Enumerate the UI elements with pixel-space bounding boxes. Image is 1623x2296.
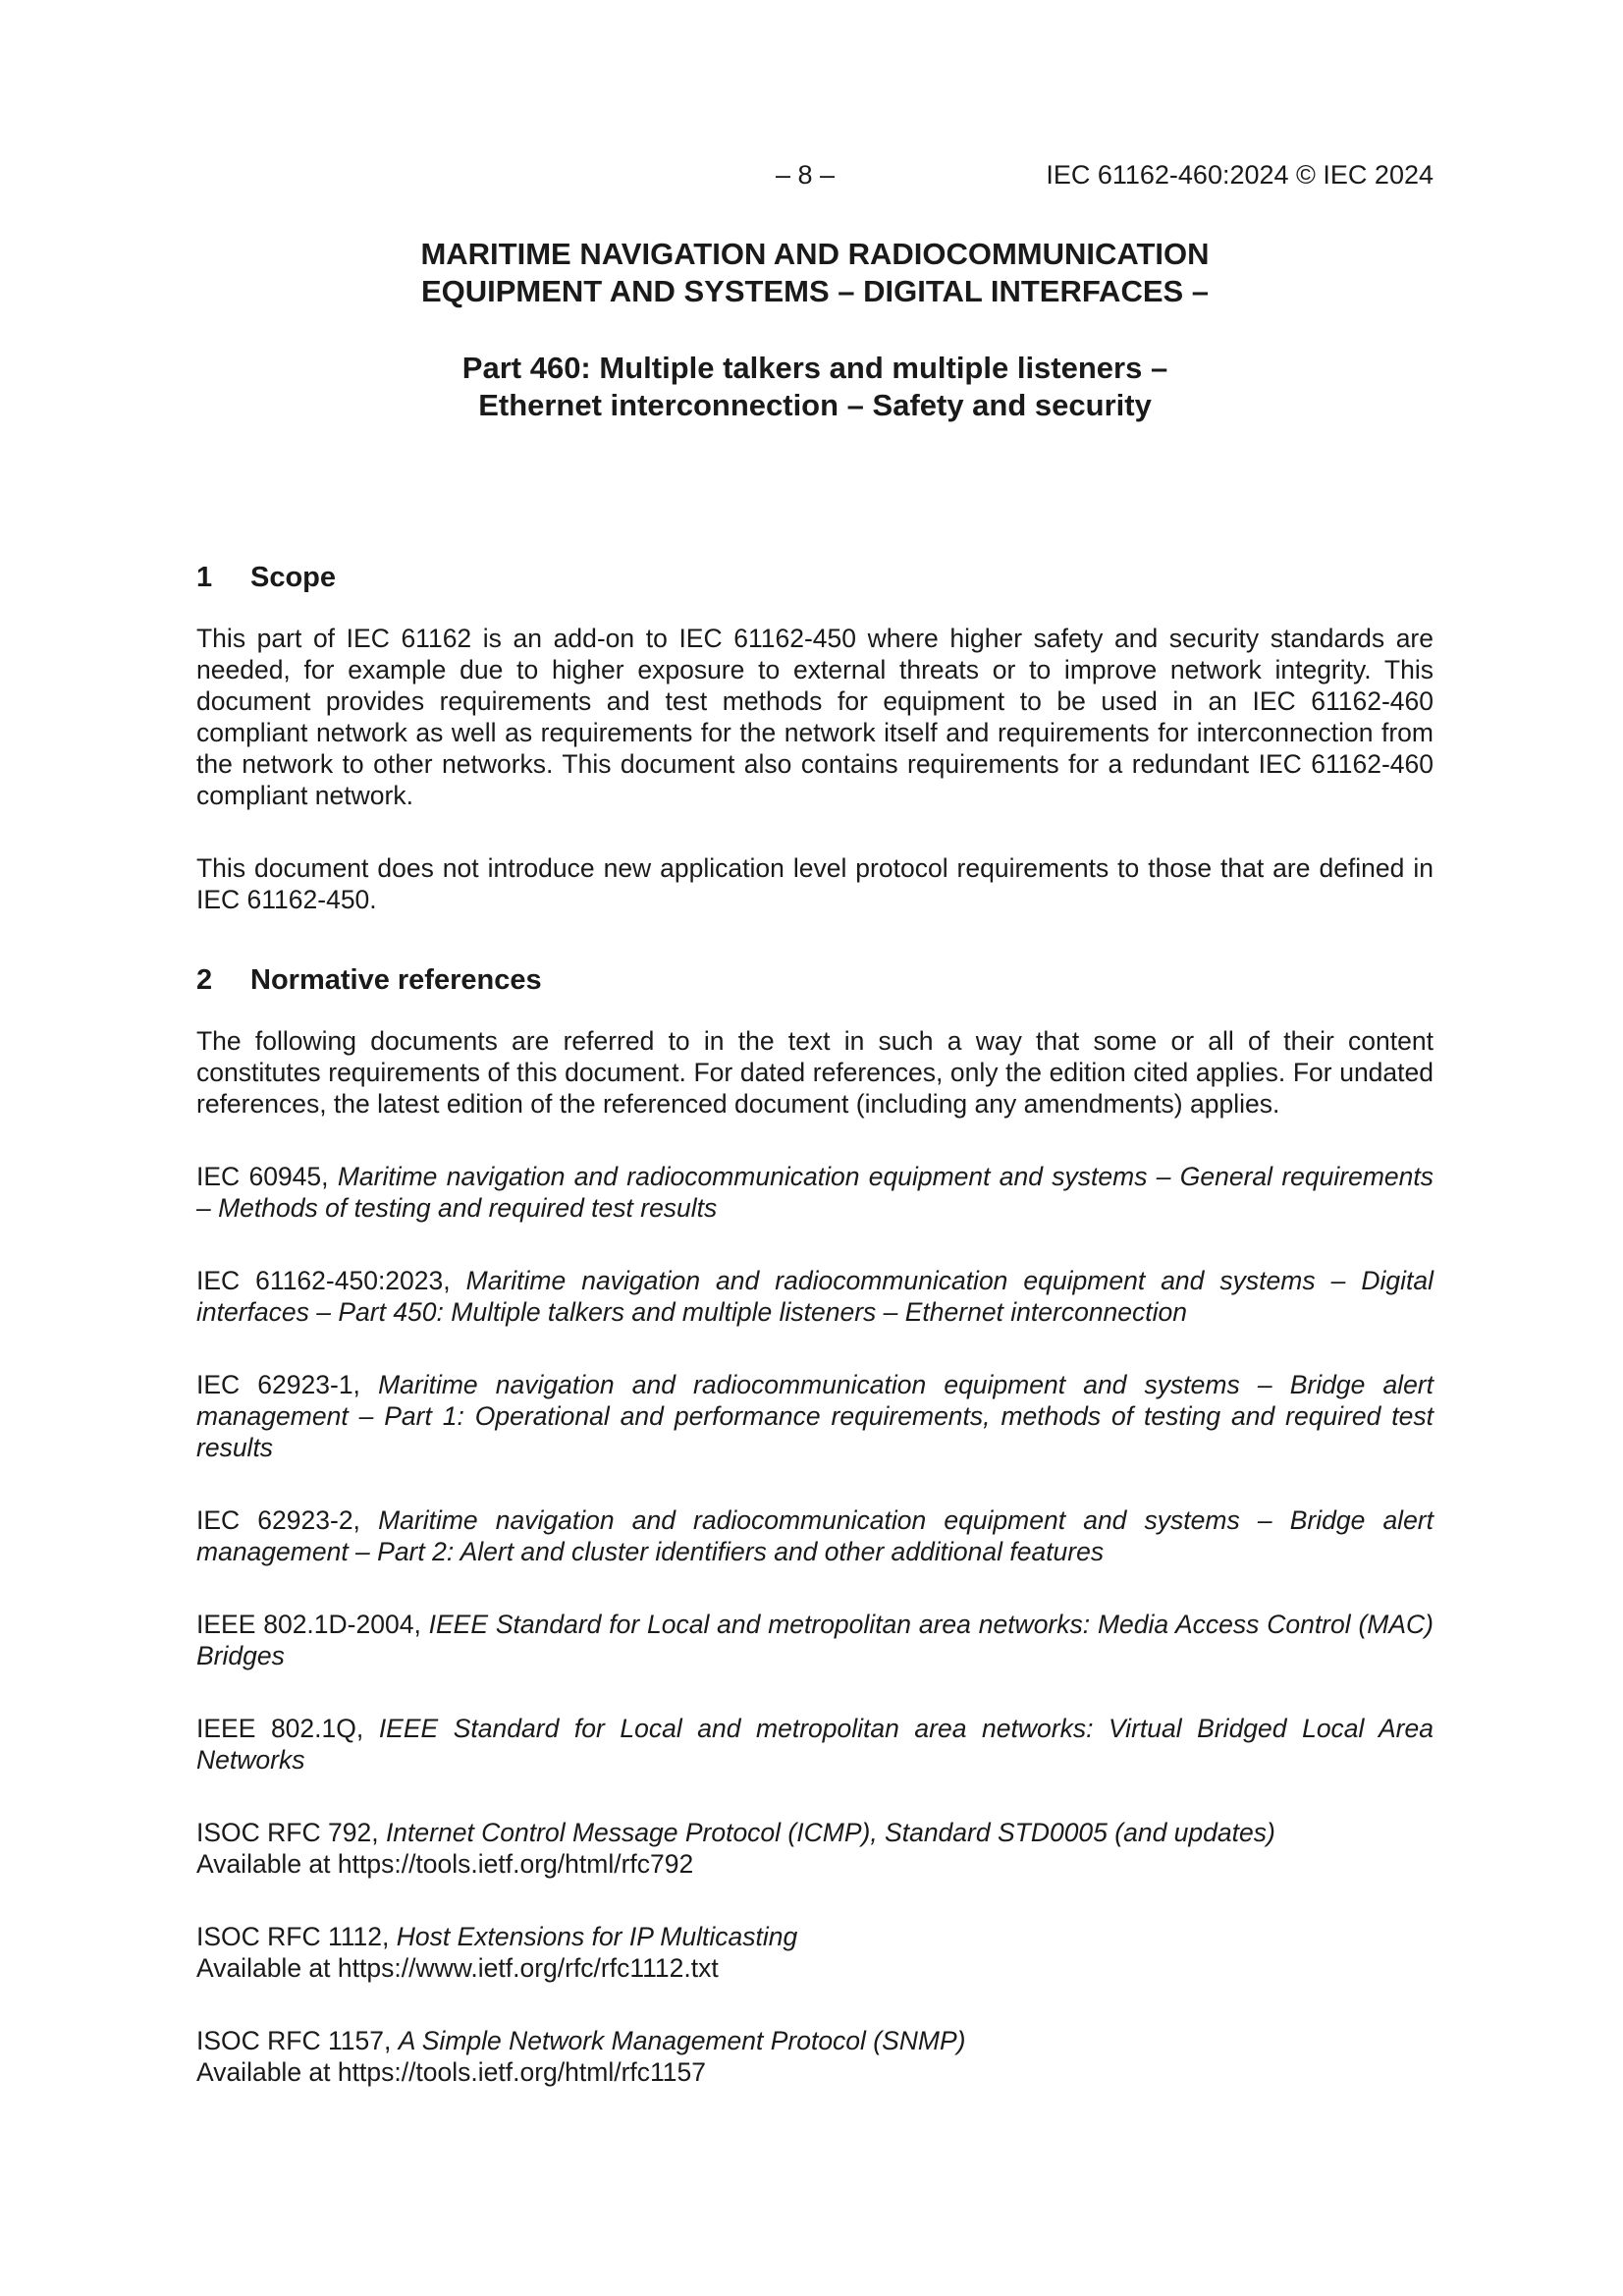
subtitle-line-1: Part 460: Multiple talkers and multiple listeners – — [461, 351, 1168, 385]
subtitle-line-2: Ethernet interconnection – Safety and security — [478, 388, 1152, 422]
reference-id: ISOC RFC 1112, — [196, 1922, 390, 1951]
reference-item — [196, 1713, 1434, 1776]
scope-paragraph-1: This part of IEC 61162 is an add-on to IEC 61162-450 where higher safety and security standards are needed, for example due to higher exposure to external threats or to improve network integrity. This document provides requirements and test methods for equipment to be used in an IEC 61162-460 compliant network as well as requirements for the network itself and requirements for interconnection from the network to other networks. This document also contains requirements for a redundant IEC 61162-460 compliant network. — [196, 624, 1434, 810]
document-title — [196, 236, 1434, 310]
reference-id: IEC 60945, — [196, 1162, 329, 1191]
reference-title: Maritime navigation and radiocommunication equipment and systems – General requirements – Methods of testing and required test results — [196, 1162, 1434, 1223]
normative-intro-paragraph: The following documents are referred to in the text in such a way that some or all of their content constitutes requirements of this document. For dated references, only the edition cited applies. For undated references, the latest edition of the referenced document (including any amendments) applies. — [196, 1026, 1434, 1119]
reference-id: ISOC RFC 1157, — [196, 2026, 392, 2055]
section-number: 1 — [196, 562, 213, 593]
reference-title: IEEE Standard for Local and metropolitan area networks: Virtual Bridged Local Area Networks — [196, 1714, 1434, 1775]
title-line-1: MARITIME NAVIGATION AND RADIOCOMMUNICATION — [420, 237, 1210, 271]
section-title: Scope — [250, 562, 337, 593]
reference-title: Maritime navigation and radiocommunication equipment and systems – Bridge alert management – Part 1: Operational and performance requirements, methods of testing and required test results — [196, 1370, 1434, 1462]
reference-item — [196, 1609, 1434, 1671]
reference-id: IEC 62923-2, — [196, 1505, 360, 1535]
reference-item — [196, 1504, 1434, 1567]
reference-title: IEEE Standard for Local and metropolitan area networks: Media Access Control (MAC) Bridges — [196, 1610, 1434, 1670]
reference-item — [196, 1817, 1434, 1880]
reference-url: Available at https://tools.ietf.org/html/rfc792 — [196, 1849, 694, 1879]
reference-title: Maritime navigation and radiocommunication equipment and systems – Bridge alert management – Part 2: Alert and cluster identifiers and other additional features — [196, 1505, 1434, 1566]
reference-title: Internet Control Message Protocol (ICMP), Standard STD0005 (and updates) — [385, 1818, 1275, 1847]
reference-url: Available at https://tools.ietf.org/html/rfc1157 — [196, 2057, 706, 2087]
title-line-2: EQUIPMENT AND SYSTEMS – DIGITAL INTERFACES – — [420, 274, 1210, 308]
section-heading-normative-references — [196, 962, 1434, 998]
reference-id: ISOC RFC 792, — [196, 1818, 379, 1847]
reference-id: IEEE 802.1Q, — [196, 1714, 364, 1743]
scope-paragraph-2: This document does not introduce new application level protocol requirements to those that are defined in IEC 61162-450. — [196, 853, 1434, 914]
reference-item — [196, 1265, 1434, 1328]
reference-item — [196, 1369, 1434, 1463]
reference-item — [196, 1921, 1434, 1984]
section-title: Normative references — [250, 964, 542, 996]
document-reference: IEC 61162-460:2024 © IEC 2024 — [1046, 160, 1434, 190]
reference-id: IEC 61162-450:2023, — [196, 1266, 451, 1295]
reference-url: Available at https://www.ietf.org/rfc/rfc1112.txt — [196, 1953, 719, 1983]
reference-id: IEC 62923-1, — [196, 1370, 360, 1399]
section-number: 2 — [196, 964, 213, 996]
reference-item — [196, 2025, 1434, 2088]
reference-title: Maritime navigation and radiocommunication equipment and systems – Digital interfaces – Part 450: Multiple talkers and multiple listeners – Ethernet interconnection — [196, 1266, 1434, 1327]
reference-title: A Simple Network Management Protocol (SNMP) — [398, 2026, 966, 2055]
reference-item — [196, 1161, 1434, 1224]
reference-id: IEEE 802.1D-2004, — [196, 1610, 421, 1639]
reference-title: Host Extensions for IP Multicasting — [396, 1922, 798, 1951]
document-body — [196, 560, 1434, 2088]
page-number: – 8 – — [776, 160, 836, 190]
section-heading-scope — [196, 560, 1434, 595]
document-subtitle — [196, 350, 1434, 424]
